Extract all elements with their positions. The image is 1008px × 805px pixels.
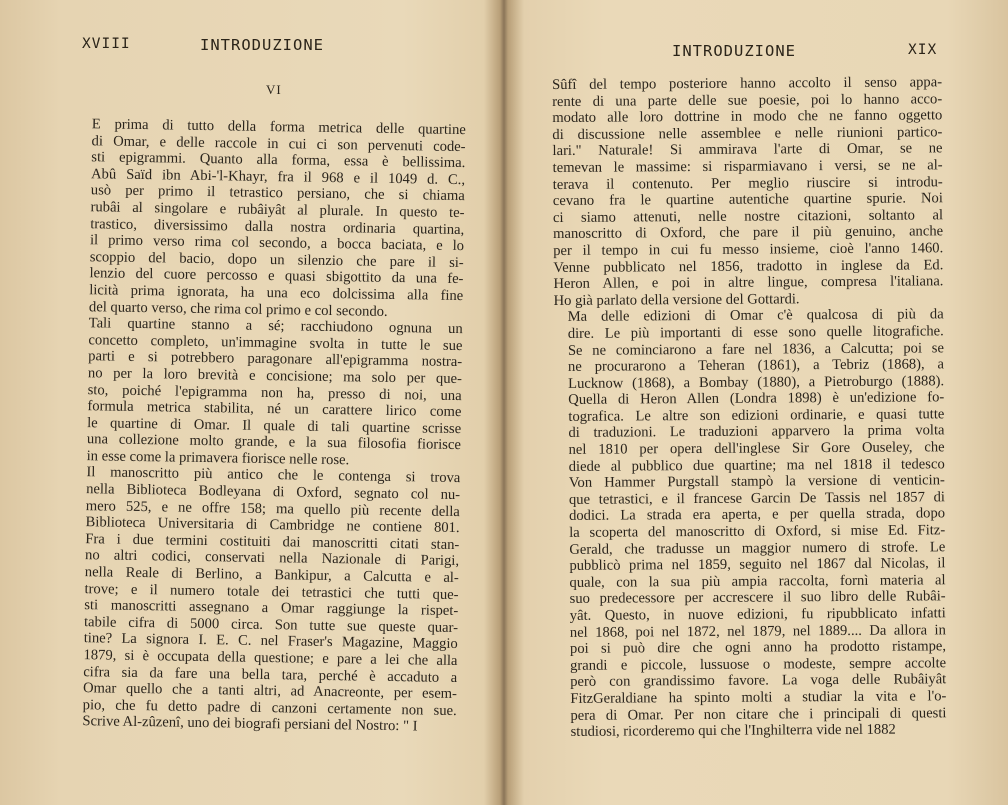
text-line: scoppio del bacio, dopo un silenzio che pare il si- [89, 248, 464, 271]
text-line: rubâi al singolare e rubâiyât al plurale. In questo te- [90, 199, 465, 222]
text-line: no altri codici, conservati nella Nazionale di Parigi, [84, 547, 460, 570]
text-line: Abû Saïd ibn Abi-'l-Khayr, fra il 968 e il 1049 d. C., [90, 165, 466, 188]
paragraph [552, 74, 944, 309]
running-title: INTRODUZIONE [672, 42, 796, 60]
text-line: pera di Omar. Per non citare che i principali di questi [570, 704, 947, 724]
text-line: Venne pubblicato nel 1856, tradotto in inglese da Ed. [553, 256, 944, 276]
text-line: usò per primo il tetrastico persiano, che si chiama [90, 182, 465, 205]
text-line: modato alle loro dottrine in modo che ne fanno oggetto [552, 107, 943, 127]
left-page [0, 0, 500, 805]
text-line: parti e si potrebbero paragonare all'epigramma nostra- [88, 348, 463, 371]
text-line: Von Hammer Purgstall stampò la versione di venticin- [568, 472, 945, 492]
text-line: Tali quartine stanno a sé; racchiudono ognuna un [88, 315, 463, 338]
text-line: nel 1810 per opera dell'inglese Sir Gore Ouseley, che [568, 439, 945, 458]
text-line: Biblioteca Universitaria di Cambridge ne contiene 801. [85, 514, 460, 537]
text-line: pio, che fu detto padre di canzoni certamente non sue. [82, 696, 457, 719]
text-line: yât. Questo, in nuove edizioni, fu ripubblicato infatti [569, 605, 946, 624]
text-line: sti epigrammi. Quanto alla forma, essa è bellissima. [91, 149, 466, 172]
text-line: grandi e piccole, lussuose o modeste, sempre accolte [570, 655, 947, 674]
text-line: dire. Le più importanti di esse sono quelle litografiche. [567, 323, 944, 342]
text-line: nel 1868, poi nel 1872, nel 1879, nel 1889.... Da allora in [569, 621, 946, 641]
text-line: no per la loro brevità e concisione; ma solo per que- [87, 365, 463, 387]
text-line: studiosi, ricorderemo qui che l'Inghilterra vide nel 1882 [570, 721, 896, 741]
text-line: Scrive Al-zûzenî, uno dei biografi persiani del Nostro: " I [82, 713, 418, 735]
text-line: poi si può dire che ogni anno ha prodotto ristampe, [569, 638, 947, 658]
text-line: concetto completo, un'immagine svolta in tutte le sue [88, 331, 463, 354]
text-line: Omar quello che a tanti altri, ad Anacreonte, per esem- [82, 680, 458, 703]
text-line: Se ne cominciarono a fare nel 1836, a Calcutta; poi se [567, 339, 944, 359]
text-line: le quartine di Omar. Il quale di tali quartine scrisse [87, 414, 462, 437]
text-line: Il manoscritto più antico che le contenga si trova [86, 464, 461, 487]
text-line: E prima di tutto della forma metrica delle quartine [91, 116, 466, 139]
text-line: FitzGeraldiane ha spinto molti a studiar la vita e l'o- [570, 688, 947, 707]
page-number: XVIII [82, 36, 131, 52]
text-line: di discussione nelle assemblee e nelle riunioni partico- [552, 124, 943, 143]
text-line: Sûfî del tempo posteriore hanno accolto il senso appa- [552, 74, 943, 93]
text-line: di traduzioni. Le traduzioni apparvero la prima volta [568, 422, 945, 442]
text-line: rente di una parte delle sue poesie, poi lo hanno acco- [552, 90, 943, 110]
text-line: il primo verso rima col secondo, a bocca baciata, e lo [89, 232, 465, 255]
text-line: terava il contenuto. Per meglio riuscire si introdu- [552, 173, 943, 193]
text-line: nella Biblioteca Bodleyana di Oxford, segnato col nu- [86, 481, 461, 504]
text-line: ne procurarono a Teheran (1861), a Tebriz (1868), a [567, 356, 945, 375]
text-line: suo predecessore per accrescere il suo libro delle Rubâi- [569, 588, 946, 608]
text-line: Ma delle edizioni di Omar c'è qualcosa di più da [567, 306, 944, 326]
page-number: XIX [908, 42, 938, 58]
text-line: di Omar, e delle raccole in cui ci son pervenuti code- [91, 132, 466, 155]
text-line: cevano fra le quartine autentiche quartine spurie. Noi [552, 190, 943, 210]
text-line: lenzio del cuore percosso e quasi sbigottito da una fe- [89, 265, 464, 288]
text-line: in esse come la primavera fiorisce nelle rose. [86, 448, 350, 469]
text-line: tografica. Le altre son edizioni ordinarie, e quasi tutte [568, 406, 945, 425]
paragraph [73, 315, 463, 470]
body-text [68, 116, 466, 736]
text-line: Quella di Heron Allen (Londra 1898) è un'edizione fo- [568, 389, 945, 409]
text-line: formula metrica stabilita, né un carattere lirico come [87, 398, 462, 421]
text-line: quale, con la sua più ampia raccolta, fornì materia al [569, 572, 946, 591]
text-line: una collezione molto grande, e la sua filosofia fiorisce [86, 431, 461, 454]
text-line: sto, poiché l'epigramma non ha, presso di noi, una [87, 381, 462, 404]
body-text [552, 74, 947, 740]
text-line: manoscritto di Oxford, che pare il più genuino, anche [553, 223, 944, 243]
text-line: pubblicò prima nel 1859, seguito nel 1867 dal Nicolas, il [569, 555, 946, 575]
text-line: mero 525, e ne offre 158; ma quello più recente della [85, 497, 460, 520]
text-line: Fra i due termini costituiti dai manoscritti citati stan- [85, 531, 460, 553]
text-line: diede al pubblico due quartine; ma nel 1818 il tedesco [568, 455, 945, 475]
running-title: INTRODUZIONE [200, 36, 324, 54]
paragraph [68, 464, 460, 736]
text-line: Heron Allen, e poi in altre lingue, compresa l'italiana. [553, 273, 944, 293]
text-line: 1879, si è occupata della questione; e pare a lei che alla [83, 647, 458, 670]
text-line: nella Reale di Berlino, a Bankipur, a Calcutta e al- [84, 564, 459, 587]
text-line: Gerald, che tradusse un maggior numero di strofe. Le [569, 538, 946, 558]
text-line: del quarto verso, che rima col primo e col secondo. [88, 298, 388, 320]
text-line: Lucknow (1868), a Bombay (1880), a Pietroburgo (1888). [568, 372, 945, 392]
text-line: la scoperta del manoscritto di Oxford, si mise Ed. Fitz- [569, 522, 946, 541]
text-line: trove; e il numero totale dei tetrastici che tutti que- [84, 580, 459, 603]
text-line: tabile cifra di 5000 circa. Son tutte sue queste quar- [83, 613, 459, 636]
text-line: ci siamo attenuti, nelle nostre citazioni, soltanto al [552, 207, 944, 226]
right-page [506, 0, 1008, 805]
text-line: però con grandissimo favore. La voga delle Rubâiyât [570, 671, 947, 691]
text-line: sti manoscritti assegnano a Omar raggiunge la rispet- [84, 597, 459, 620]
text-line: trastico, diversissimo dalla nostra ordinaria quartina, [90, 215, 465, 238]
text-line: cifra sia da fare una bella tara, perché è accaduto a [83, 663, 458, 686]
text-line: licità prima ignorata, ha una eco dolcissima alla fine [89, 282, 464, 305]
text-line: temevan le massime: si risparmiavano i versi, se ne al- [552, 157, 943, 176]
paragraph [554, 307, 947, 741]
text-line: Ho già parlato della versione del Gottardi. [553, 290, 800, 309]
text-line: lari." Naturale! Si ammirava l'arte di Omar, se ne [552, 140, 943, 160]
section-number: VI [266, 82, 282, 97]
text-line: tine? La signora I. E. C. nel Fraser's Magazine, Maggio [83, 630, 458, 653]
text-line: per il tempo in cui fu messo insieme, cioè l'anno 1460. [553, 240, 944, 259]
text-line: que tetrastici, e il francese Garcin De Tassis nel 1857 di [568, 489, 945, 508]
paragraph [75, 116, 466, 321]
text-line: dodici. La strada era aperta, e per quella strada, dopo [569, 505, 946, 525]
